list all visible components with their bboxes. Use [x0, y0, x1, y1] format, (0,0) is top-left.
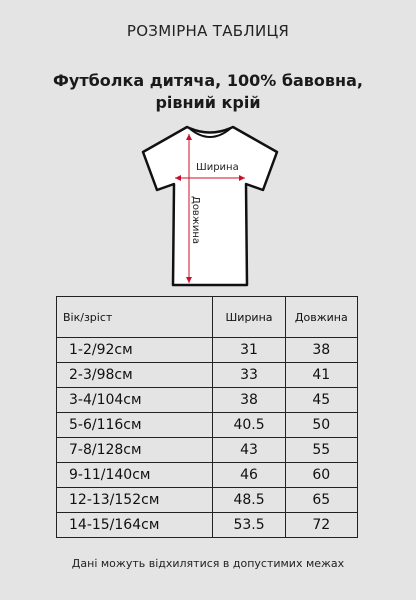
table-row [57, 488, 358, 513]
cell-age: 3-4/104см [57, 388, 213, 413]
cell-length: 60 [285, 463, 357, 488]
size-table [56, 296, 358, 538]
tshirt-diagram [135, 122, 285, 290]
table-header-row [57, 297, 358, 338]
cell-age: 1-2/92см [57, 338, 213, 363]
cell-width: 40.5 [213, 413, 285, 438]
table-row [57, 438, 358, 463]
footer-note: Дані можуть відхилятися в допустимих межах [71, 557, 345, 570]
width-label: Ширина [196, 162, 239, 173]
cell-length: 45 [285, 388, 357, 413]
subtitle-line-1: Футболка дитяча, 100% бавовна, [53, 71, 363, 90]
table-row [57, 413, 358, 438]
cell-length: 41 [285, 363, 357, 388]
table-row [57, 513, 358, 538]
cell-width: 33 [213, 363, 285, 388]
tshirt-outline-icon [143, 127, 277, 285]
cell-width: 46 [213, 463, 285, 488]
table-row [57, 363, 358, 388]
cell-age: 9-11/140см [57, 463, 213, 488]
table-row [57, 463, 358, 488]
subtitle-line-2: рівний крій [155, 93, 261, 112]
cell-width: 38 [213, 388, 285, 413]
table-row [57, 338, 358, 363]
header-age: Вік/зріст [57, 297, 213, 338]
cell-age: 5-6/116см [57, 413, 213, 438]
cell-width: 43 [213, 438, 285, 463]
cell-length: 55 [285, 438, 357, 463]
cell-width: 53.5 [213, 513, 285, 538]
cell-age: 7-8/128см [57, 438, 213, 463]
cell-length: 65 [285, 488, 357, 513]
cell-length: 72 [285, 513, 357, 538]
cell-width: 31 [213, 338, 285, 363]
cell-width: 48.5 [213, 488, 285, 513]
header-width: Ширина [213, 297, 285, 338]
page-title: РОЗМІРНА ТАБЛИЦЯ [126, 22, 290, 40]
cell-age: 2-3/98см [57, 363, 213, 388]
table-row [57, 388, 358, 413]
header-length: Довжина [285, 297, 357, 338]
cell-length: 38 [285, 338, 357, 363]
cell-age: 12-13/152см [57, 488, 213, 513]
product-subtitle [0, 70, 416, 114]
cell-age: 14-15/164см [57, 513, 213, 538]
cell-length: 50 [285, 413, 357, 438]
length-label: Довжина [190, 196, 201, 244]
